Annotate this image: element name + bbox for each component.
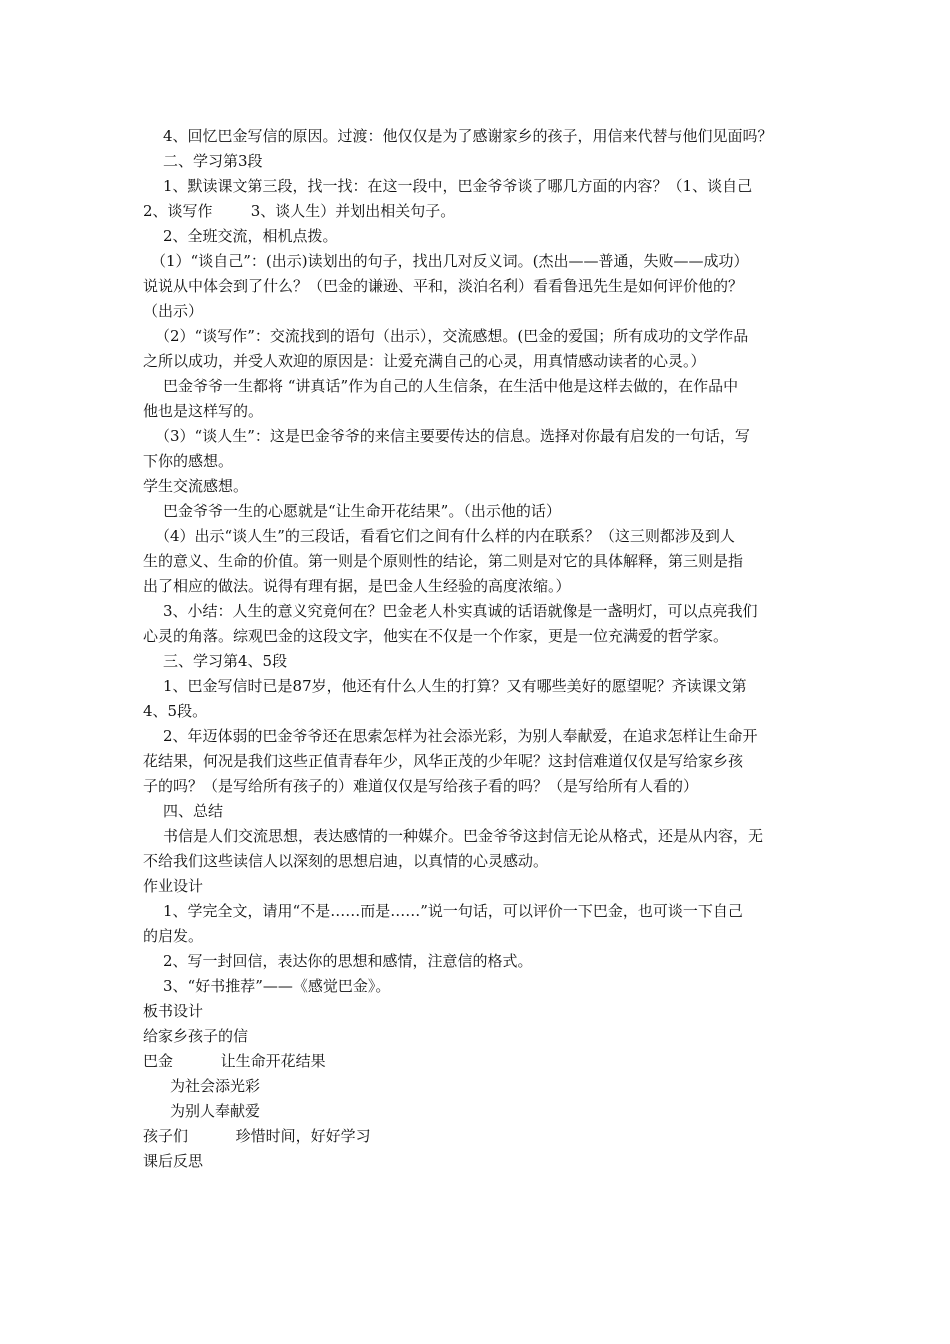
text-line: 出了相应的做法。说得有理有据，是巴金人生经验的高度浓缩。） (143, 577, 571, 595)
board-line: 巴金 让生命开花结果 (143, 1052, 326, 1070)
text-line: 不给我们这些读信人以深刻的思想启迪，以真情的心灵感动。 (143, 852, 549, 870)
text-line: 2、谈写作 3、谈人生）并划出相关句子。 (143, 202, 456, 220)
text-line: 学生交流感想。 (143, 477, 249, 495)
text-line: 巴金爷爷一生都将 “讲真话”作为自己的人生信条，在生活中他是这样去做的，在作品中 (163, 377, 739, 395)
text-line: 2、年迈体弱的巴金爷爷还在思索怎样为社会添光彩，为别人奉献爱，在追求怎样让生命开 (163, 727, 758, 745)
text-line: 1、默读课文第三段，找一找：在这一段中，巴金爷爷谈了哪几方面的内容？（1、谈自己 (163, 177, 753, 195)
section-heading: 板书设计 (143, 1002, 204, 1020)
text-line: 之所以成功，并受人欢迎的原因是：让爱充满自己的心灵，用真情感动读者的心灵。） (143, 352, 706, 370)
board-line: 孩子们 珍惜时间，好好学习 (143, 1127, 371, 1145)
text-line: （4）出示“谈人生”的三段话，看看它们之间有什么样的内在联系？（这三则都涉及到人 (155, 527, 735, 545)
text-line: 他也是这样写的。 (143, 402, 264, 420)
text-line: 1、学完全文，请用“不是……而是……”说一句话，可以评价一下巴金，也可谈一下自己 (163, 902, 743, 920)
text-line: 的启发。 (143, 927, 204, 945)
board-title: 给家乡孩子的信 (143, 1027, 249, 1045)
text-line: （2）“谈写作”：交流找到的语句（出示），交流感想。(巴金的爱国；所有成功的文学作品 (155, 327, 749, 345)
board-line: 为社会添光彩 (170, 1077, 261, 1095)
text-line: 花结果，何况是我们这些正值青春年少，风华正茂的少年呢？这封信难道仅仅是写给家乡孩 (143, 752, 744, 770)
text-line: 2、写一封回信，表达你的思想和感情，注意信的格式。 (163, 952, 533, 970)
text-line: 生的意义、生命的价值。第一则是个原则性的结论，第二则是对它的具体解释，第三则是指 (143, 552, 744, 570)
section-heading: 二、学习第3段 (163, 152, 263, 170)
text-line: 书信是人们交流思想，表达感情的一种媒介。巴金爷爷这封信无论从格式，还是从内容，无 (163, 827, 764, 845)
section-heading: 三、学习第4、5段 (163, 652, 288, 670)
text-line: 巴金爷爷一生的心愿就是“让生命开花结果”。（出示他的话） (163, 502, 561, 520)
text-line: 3、小结：人生的意义究竟何在？巴金老人朴实真诚的话语就像是一盏明灯，可以点亮我们 (163, 602, 758, 620)
text-line: 下你的感想。 (143, 452, 234, 470)
section-heading: 作业设计 (143, 877, 204, 895)
text-line: 4、回忆巴金写信的原因。过渡：他仅仅是为了感谢家乡的孩子，用信来代替与他们见面吗？ (163, 127, 773, 145)
text-line: 3、“好书推荐”——《感觉巴金》。 (163, 977, 391, 995)
text-line: （出示） (143, 302, 204, 320)
text-line: 4、5段。 (143, 702, 208, 720)
text-line: 说说从中体会到了什么？（巴金的谦逊、平和，淡泊名利）看看鲁迅先生是如何评价他的？ (143, 277, 744, 295)
text-line: （1）“谈自己”：(出示)读划出的句子，找出几对反义词。(杰出——普通，失败——成功） (151, 252, 749, 270)
board-line: 为别人奉献爱 (170, 1102, 261, 1120)
section-heading: 课后反思 (143, 1152, 204, 1170)
text-line: 子的吗？（是写给所有孩子的）难道仅仅是写给孩子看的吗？（是写给所有人看的） (143, 777, 699, 795)
section-heading: 四、总结 (163, 802, 224, 820)
text-line: 2、全班交流，相机点拨。 (163, 227, 338, 245)
text-line: 心灵的角落。综观巴金的这段文字，他实在不仅是一个作家，更是一位充满爱的哲学家。 (143, 627, 729, 645)
text-line: 1、巴金写信时已是87岁，他还有什么人生的打算？又有哪些美好的愿望呢？齐读课文第 (163, 677, 747, 695)
text-line: （3）“谈人生”：这是巴金爷爷的来信主要要传达的信息。选择对你最有启发的一句话，写 (155, 427, 750, 445)
